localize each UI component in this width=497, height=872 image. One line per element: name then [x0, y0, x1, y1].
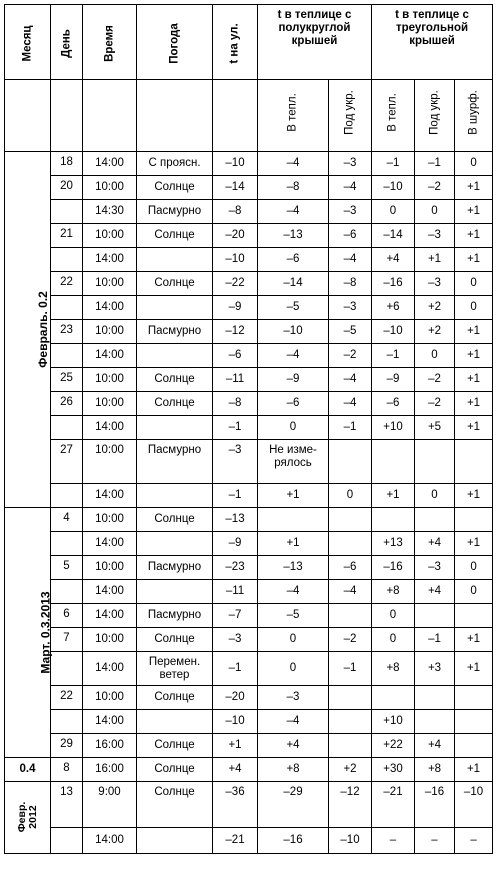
t-outside-cell: –10	[213, 248, 258, 272]
weather-cell	[137, 248, 213, 272]
weather-cell: Солнце	[137, 686, 213, 710]
time-cell: 9:00	[83, 782, 137, 828]
day-cell: 8	[51, 758, 83, 782]
day-cell: 21	[51, 224, 83, 248]
tri-under-cell: +4	[415, 532, 455, 556]
t-outside-cell: –1	[213, 652, 258, 686]
header-t-outside: t на ул.	[213, 5, 258, 80]
time-cell: 10:00	[83, 320, 137, 344]
tri-under-cell	[415, 686, 455, 710]
table-row	[5, 200, 493, 224]
t-outside-cell: –6	[213, 344, 258, 368]
weather-cell: Солнце	[137, 628, 213, 652]
round-inside-cell	[258, 508, 329, 532]
round-inside-cell: –16	[258, 828, 329, 854]
weather-cell: Пасмурно	[137, 320, 213, 344]
tri-inside-cell: –21	[372, 782, 415, 828]
round-inside-cell: –13	[258, 224, 329, 248]
header-time: Время	[83, 5, 137, 80]
tri-pit-cell: +1	[455, 758, 493, 782]
tri-under-cell: +2	[415, 320, 455, 344]
table-row	[5, 580, 493, 604]
table-row	[5, 176, 493, 200]
weather-cell: Солнце	[137, 782, 213, 828]
table-body	[5, 152, 493, 854]
tri-under-cell: –3	[415, 556, 455, 580]
day-cell: 26	[51, 392, 83, 416]
round-inside-cell: –3	[258, 686, 329, 710]
t-outside-cell: –20	[213, 224, 258, 248]
tri-pit-cell: +1	[455, 368, 493, 392]
weather-cell: С проясн.	[137, 152, 213, 176]
day-cell: 23	[51, 320, 83, 344]
round-inside-cell: –29	[258, 782, 329, 828]
t-outside-cell: –3	[213, 440, 258, 484]
round-inside-cell: 0	[258, 628, 329, 652]
day-cell: 5	[51, 556, 83, 580]
tri-inside-cell: –16	[372, 272, 415, 296]
header-triangle-greenhouse: t в теплице с треугольной крышей	[372, 5, 493, 80]
tri-inside-cell: –1	[372, 152, 415, 176]
tri-inside-cell: +10	[372, 416, 415, 440]
round-under-cell	[329, 734, 372, 758]
round-inside-cell: 0	[258, 652, 329, 686]
tri-pit-cell: +1	[455, 320, 493, 344]
weather-cell: Пасмурно	[137, 604, 213, 628]
header-triangle-pit: В шурф.	[455, 80, 493, 152]
tri-pit-cell: +1	[455, 416, 493, 440]
tri-pit-cell: 0	[455, 272, 493, 296]
table-row	[5, 392, 493, 416]
weather-cell	[137, 416, 213, 440]
tri-pit-cell: 0	[455, 152, 493, 176]
t-outside-cell: –21	[213, 828, 258, 854]
round-under-cell: –2	[329, 344, 372, 368]
tri-inside-cell: +8	[372, 652, 415, 686]
tri-inside-cell	[372, 440, 415, 484]
weather-cell: Пасмурно	[137, 440, 213, 484]
tri-pit-cell: 0	[455, 580, 493, 604]
tri-under-cell: +3	[415, 652, 455, 686]
tri-inside-cell: 0	[372, 604, 415, 628]
tri-under-cell: –2	[415, 368, 455, 392]
tri-pit-cell	[455, 710, 493, 734]
round-under-cell: –2	[329, 628, 372, 652]
day-cell	[51, 532, 83, 556]
tri-under-cell: –2	[415, 176, 455, 200]
day-cell: 22	[51, 272, 83, 296]
round-inside-cell: Не изме-рялось	[258, 440, 329, 484]
round-under-cell: –12	[329, 782, 372, 828]
t-outside-cell: –1	[213, 416, 258, 440]
tri-under-cell: –1	[415, 628, 455, 652]
time-cell: 10:00	[83, 176, 137, 200]
table-row	[5, 296, 493, 320]
tri-under-cell: –3	[415, 224, 455, 248]
weather-cell: Солнце	[137, 224, 213, 248]
tri-pit-cell: +1	[455, 628, 493, 652]
tri-pit-cell: +1	[455, 392, 493, 416]
time-cell: 10:00	[83, 272, 137, 296]
tri-under-cell	[415, 508, 455, 532]
table-row	[5, 508, 493, 532]
round-under-cell: –3	[329, 296, 372, 320]
day-cell: 27	[51, 440, 83, 484]
tri-inside-cell: +22	[372, 734, 415, 758]
day-cell: 7	[51, 628, 83, 652]
round-inside-cell: –6	[258, 248, 329, 272]
table-row	[5, 248, 493, 272]
time-cell: 14:00	[83, 484, 137, 508]
t-outside-cell: –11	[213, 368, 258, 392]
tri-pit-cell	[455, 604, 493, 628]
tri-under-cell: +8	[415, 758, 455, 782]
tri-inside-cell: +4	[372, 248, 415, 272]
month-cell: Февраль. 0.2	[5, 152, 51, 508]
tri-pit-cell: +1	[455, 248, 493, 272]
round-under-cell	[329, 710, 372, 734]
tri-inside-cell: +8	[372, 580, 415, 604]
header-month: Месяц	[5, 5, 51, 80]
table-row	[5, 532, 493, 556]
round-inside-cell: –8	[258, 176, 329, 200]
table-row	[5, 686, 493, 710]
round-under-cell	[329, 532, 372, 556]
day-cell	[51, 344, 83, 368]
t-outside-cell: –3	[213, 628, 258, 652]
tri-under-cell	[415, 440, 455, 484]
t-outside-cell: –12	[213, 320, 258, 344]
tri-under-cell: +2	[415, 296, 455, 320]
table-row	[5, 710, 493, 734]
weather-cell: Солнце	[137, 176, 213, 200]
weather-cell	[137, 828, 213, 854]
table-row	[5, 344, 493, 368]
time-cell: 14:00	[83, 652, 137, 686]
t-outside-cell: –8	[213, 200, 258, 224]
t-outside-cell: –9	[213, 296, 258, 320]
t-outside-cell: –11	[213, 580, 258, 604]
table-row	[5, 484, 493, 508]
round-inside-cell: –4	[258, 580, 329, 604]
tri-pit-cell	[455, 508, 493, 532]
tri-under-cell: –2	[415, 392, 455, 416]
weather-cell: Солнце	[137, 392, 213, 416]
tri-pit-cell: +1	[455, 484, 493, 508]
round-under-cell: –4	[329, 368, 372, 392]
table-row	[5, 440, 493, 484]
time-cell: 10:00	[83, 440, 137, 484]
weather-cell: Солнце	[137, 368, 213, 392]
tri-inside-cell: –10	[372, 176, 415, 200]
header-round-greenhouse: t в теплице с полукруглой крышей	[258, 5, 372, 80]
tri-under-cell: 0	[415, 344, 455, 368]
day-cell	[51, 248, 83, 272]
time-cell: 10:00	[83, 224, 137, 248]
day-cell	[51, 484, 83, 508]
round-under-cell: –5	[329, 320, 372, 344]
weather-cell: Солнце	[137, 734, 213, 758]
header-triangle-inside: В тепл.	[372, 80, 415, 152]
month-cell: Февр. 2012	[5, 782, 51, 854]
time-cell: 10:00	[83, 686, 137, 710]
time-cell: 14:00	[83, 152, 137, 176]
weather-cell: Пасмурно	[137, 556, 213, 580]
round-inside-cell: +4	[258, 734, 329, 758]
tri-under-cell: 0	[415, 200, 455, 224]
tri-inside-cell: +6	[372, 296, 415, 320]
tri-pit-cell: +1	[455, 200, 493, 224]
tri-inside-cell: +13	[372, 532, 415, 556]
t-outside-cell: –23	[213, 556, 258, 580]
table-row	[5, 758, 493, 782]
table-row	[5, 152, 493, 176]
round-inside-cell: –6	[258, 392, 329, 416]
day-cell	[51, 200, 83, 224]
weather-cell	[137, 344, 213, 368]
table-row	[5, 556, 493, 580]
t-outside-cell: –10	[213, 152, 258, 176]
round-inside-cell: –5	[258, 296, 329, 320]
temperature-table	[4, 4, 493, 854]
time-cell: 10:00	[83, 368, 137, 392]
table-row	[5, 368, 493, 392]
weather-cell: Солнце	[137, 758, 213, 782]
day-cell: 20	[51, 176, 83, 200]
table-row	[5, 652, 493, 686]
round-under-cell: –8	[329, 272, 372, 296]
time-cell: 14:00	[83, 580, 137, 604]
weather-cell: Солнце	[137, 272, 213, 296]
t-outside-cell: +1	[213, 734, 258, 758]
time-cell: 14:00	[83, 828, 137, 854]
header-round-under-cover: Под укр.	[329, 80, 372, 152]
header-round-inside: В тепл.	[258, 80, 329, 152]
tri-inside-cell	[372, 508, 415, 532]
tri-under-cell: –	[415, 828, 455, 854]
tri-under-cell: +4	[415, 580, 455, 604]
day-cell	[51, 710, 83, 734]
t-outside-cell: –36	[213, 782, 258, 828]
t-outside-cell: –13	[213, 508, 258, 532]
round-under-cell: 0	[329, 484, 372, 508]
time-cell: 14:00	[83, 248, 137, 272]
weather-cell: Перемен. ветер	[137, 652, 213, 686]
weather-cell	[137, 296, 213, 320]
t-outside-cell: –8	[213, 392, 258, 416]
tri-pit-cell	[455, 440, 493, 484]
round-under-cell: –3	[329, 152, 372, 176]
t-outside-cell: –7	[213, 604, 258, 628]
round-inside-cell: –9	[258, 368, 329, 392]
round-inside-cell: –13	[258, 556, 329, 580]
tri-pit-cell: +1	[455, 532, 493, 556]
tri-under-cell	[415, 604, 455, 628]
round-inside-cell: +1	[258, 484, 329, 508]
table-row	[5, 320, 493, 344]
round-under-cell	[329, 440, 372, 484]
tri-inside-cell: –10	[372, 320, 415, 344]
tri-inside-cell: –9	[372, 368, 415, 392]
t-outside-cell: –20	[213, 686, 258, 710]
day-cell	[51, 416, 83, 440]
time-cell: 14:00	[83, 532, 137, 556]
tri-pit-cell: 0	[455, 296, 493, 320]
round-under-cell: –6	[329, 556, 372, 580]
header-triangle-under-cover: Под укр.	[415, 80, 455, 152]
tri-under-cell: +4	[415, 734, 455, 758]
round-inside-cell: –14	[258, 272, 329, 296]
tri-pit-cell: 0	[455, 556, 493, 580]
round-under-cell: –4	[329, 580, 372, 604]
round-inside-cell: –4	[258, 344, 329, 368]
tri-pit-cell: +1	[455, 176, 493, 200]
time-cell: 14:00	[83, 296, 137, 320]
tri-inside-cell: –1	[372, 344, 415, 368]
t-outside-cell: –10	[213, 710, 258, 734]
tri-pit-cell	[455, 734, 493, 758]
round-under-cell: –4	[329, 176, 372, 200]
day-cell	[51, 580, 83, 604]
time-cell: 14:00	[83, 416, 137, 440]
round-inside-cell: –4	[258, 200, 329, 224]
t-outside-cell: –22	[213, 272, 258, 296]
tri-inside-cell: 0	[372, 200, 415, 224]
day-cell: 13	[51, 782, 83, 828]
t-outside-cell: +4	[213, 758, 258, 782]
time-cell: 14:00	[83, 710, 137, 734]
round-under-cell: –10	[329, 828, 372, 854]
header-weather: Погода	[137, 5, 213, 80]
tri-pit-cell: +1	[455, 344, 493, 368]
t-outside-cell: –1	[213, 484, 258, 508]
table-row	[5, 734, 493, 758]
month-cell: Март. 0.3.2013	[5, 508, 51, 758]
tri-inside-cell: 0	[372, 628, 415, 652]
tri-under-cell: +1	[415, 248, 455, 272]
round-under-cell	[329, 604, 372, 628]
tri-inside-cell: –14	[372, 224, 415, 248]
t-outside-cell: –9	[213, 532, 258, 556]
round-under-cell: –4	[329, 392, 372, 416]
header-day: День	[51, 5, 83, 80]
tri-under-cell: –1	[415, 152, 455, 176]
day-cell	[51, 296, 83, 320]
table-row	[5, 628, 493, 652]
round-under-cell: –6	[329, 224, 372, 248]
table-row	[5, 224, 493, 248]
tri-inside-cell: +10	[372, 710, 415, 734]
time-cell: 14:00	[83, 604, 137, 628]
table-row	[5, 416, 493, 440]
time-cell: 14:30	[83, 200, 137, 224]
time-cell: 10:00	[83, 628, 137, 652]
tri-pit-cell: +1	[455, 224, 493, 248]
time-cell: 16:00	[83, 734, 137, 758]
round-inside-cell: –4	[258, 152, 329, 176]
round-under-cell: –1	[329, 652, 372, 686]
round-under-cell: –1	[329, 416, 372, 440]
day-cell: 18	[51, 152, 83, 176]
round-inside-cell: –5	[258, 604, 329, 628]
round-inside-cell: –10	[258, 320, 329, 344]
round-under-cell	[329, 508, 372, 532]
table-row	[5, 782, 493, 828]
weather-cell	[137, 710, 213, 734]
tri-under-cell: –16	[415, 782, 455, 828]
tri-under-cell: 0	[415, 484, 455, 508]
tri-inside-cell: +1	[372, 484, 415, 508]
day-cell: 22	[51, 686, 83, 710]
round-under-cell: +2	[329, 758, 372, 782]
table-row	[5, 828, 493, 854]
weather-cell	[137, 532, 213, 556]
tri-pit-cell: +1	[455, 652, 493, 686]
weather-cell	[137, 484, 213, 508]
time-cell: 10:00	[83, 392, 137, 416]
day-cell	[51, 652, 83, 686]
table-row	[5, 604, 493, 628]
table-row	[5, 272, 493, 296]
tri-under-cell: –3	[415, 272, 455, 296]
tri-pit-cell: –10	[455, 782, 493, 828]
time-cell: 10:00	[83, 508, 137, 532]
weather-cell: Пасмурно	[137, 200, 213, 224]
day-cell: 6	[51, 604, 83, 628]
weather-cell: Солнце	[137, 508, 213, 532]
tri-under-cell: +5	[415, 416, 455, 440]
round-inside-cell: –4	[258, 710, 329, 734]
tri-under-cell	[415, 710, 455, 734]
tri-inside-cell: +30	[372, 758, 415, 782]
weather-cell	[137, 580, 213, 604]
day-cell: 4	[51, 508, 83, 532]
round-under-cell: –3	[329, 200, 372, 224]
day-cell	[51, 828, 83, 854]
round-inside-cell: +8	[258, 758, 329, 782]
round-inside-cell: 0	[258, 416, 329, 440]
round-inside-cell: +1	[258, 532, 329, 556]
time-cell: 10:00	[83, 556, 137, 580]
round-under-cell	[329, 686, 372, 710]
round-under-cell: –4	[329, 248, 372, 272]
day-cell: 29	[51, 734, 83, 758]
tri-inside-cell: –6	[372, 392, 415, 416]
tri-pit-cell	[455, 686, 493, 710]
month-cell: 0.4	[5, 758, 51, 782]
t-outside-cell: –14	[213, 176, 258, 200]
tri-inside-cell: –	[372, 828, 415, 854]
tri-inside-cell: –16	[372, 556, 415, 580]
time-cell: 16:00	[83, 758, 137, 782]
day-cell: 25	[51, 368, 83, 392]
time-cell: 14:00	[83, 344, 137, 368]
tri-pit-cell: –	[455, 828, 493, 854]
tri-inside-cell	[372, 686, 415, 710]
